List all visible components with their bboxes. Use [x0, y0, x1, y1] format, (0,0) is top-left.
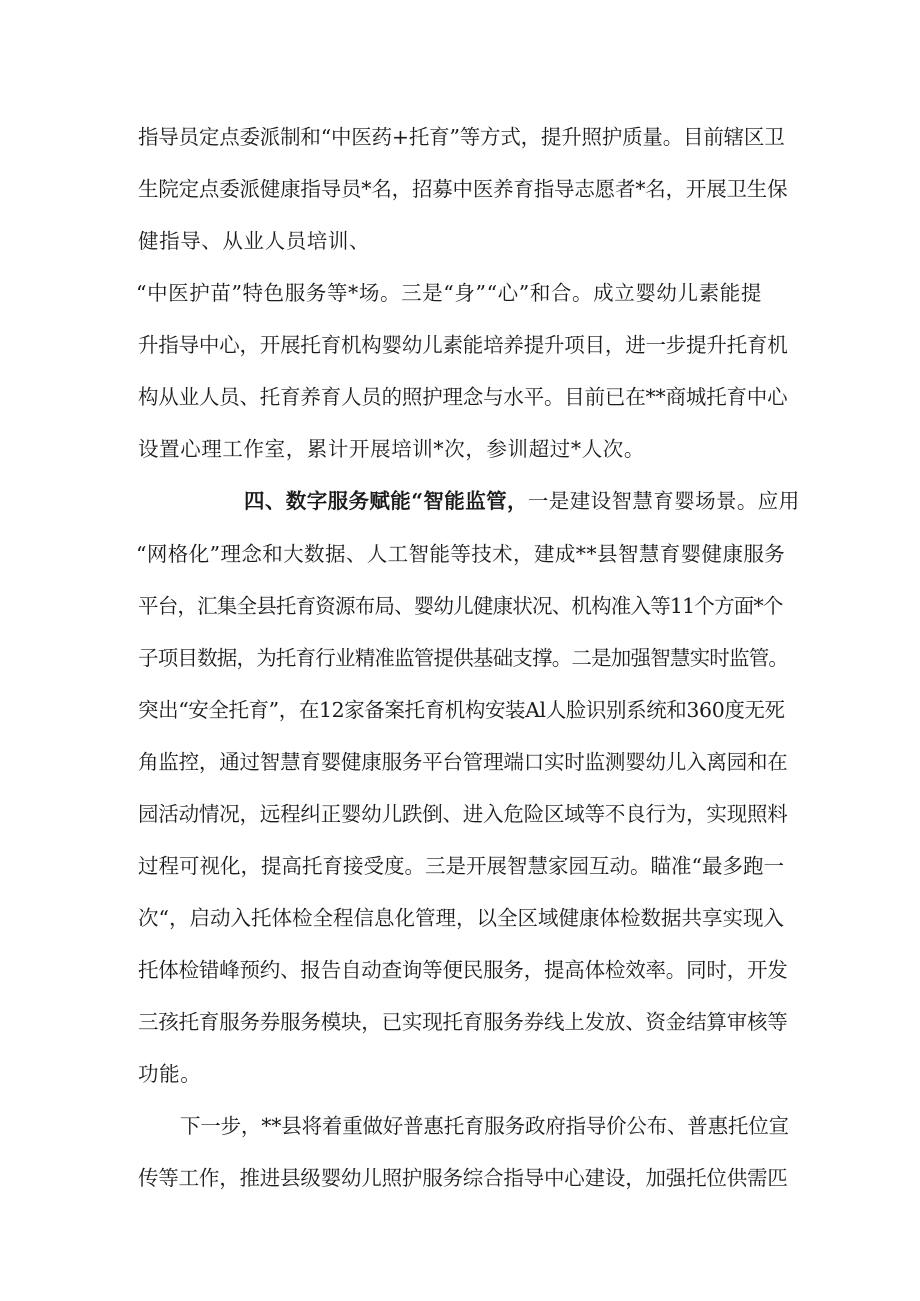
paragraph-line: 功能。 — [138, 1062, 202, 1086]
paragraph-line: “网格化”理念和大数据、人工智能等技术，建成**县智慧育婴健康服务 — [136, 542, 786, 566]
section-heading-line — [244, 487, 804, 515]
paragraph-line: 设置心理工作室，累计开展培训*次，参训超过*人次。 — [138, 437, 645, 461]
paragraph-line: 园活动情况，远程纠正婴幼儿跌倒、进入危险区域等不良行为，实现照料 — [138, 802, 788, 826]
section-heading-rest: 一是建设智慧育婴场景。应用 — [527, 489, 800, 513]
paragraph-line: 健指导、从业人员培训、 — [138, 229, 371, 253]
paragraph-line: 下一步，**县将着重做好普惠托育服务政府指导价公布、普惠托位宣 — [180, 1114, 789, 1138]
paragraph-line: 次“，启动入托体检全程信息化管理，以全区域健康体检数据共享实现入 — [138, 906, 784, 930]
paragraph-line: 平台，汇集全县托育资源布局、婴幼儿健康状况、机构准入等11个方面*个 — [138, 594, 783, 618]
paragraph-line: 三孩托育服务券服务模块，已实现托育服务券线上发放、资金结算审核等 — [138, 1010, 788, 1034]
paragraph-line: 生院定点委派健康指导员*名，招募中医养育指导志愿者*名，开展卫生保 — [138, 177, 788, 201]
paragraph-line: 传等工作，推进县级婴幼儿照护服务综合指导中心建设，加强托位供需匹 — [138, 1166, 788, 1190]
paragraph-line: 指导员定点委派制和“中医药+托育”等方式，提升照护质量。目前辖区卫 — [138, 125, 785, 149]
paragraph-line: 托体检错峰预约、报告自动查询等便民服务，提高体检效率。同时，开发 — [138, 958, 788, 982]
paragraph-line: “中医护苗”特色服务等*场。三是“身”“心”和合。成立婴幼儿素能提 — [136, 281, 762, 305]
paragraph-line: 突出“安全托育”，在12家备案托育机构安装Al人脸识别系统和360度无死 — [138, 698, 785, 722]
paragraph-line: 过程可视化，提高托育接受度。三是开展智慧家园互动。瞄准“最多跑一 — [138, 854, 784, 878]
paragraph-line: 构从业人员、托育养育人员的照护理念与水平。目前已在**商城托育中心 — [138, 385, 788, 409]
section-heading: 四、数字服务赋能“智能监管， — [244, 489, 528, 513]
paragraph-line: 子项目数据，为托育行业精准监管提供基础支撑。二是加强智慧实时监管。 — [138, 646, 789, 670]
paragraph-line: 角监控，通过智慧育婴健康服务平台管理端口实时监测婴幼儿入离园和在 — [138, 750, 788, 774]
paragraph-line: 升指导中心，开展托育机构婴幼儿素能培养提升项目，进一步提升托育机 — [138, 333, 788, 357]
